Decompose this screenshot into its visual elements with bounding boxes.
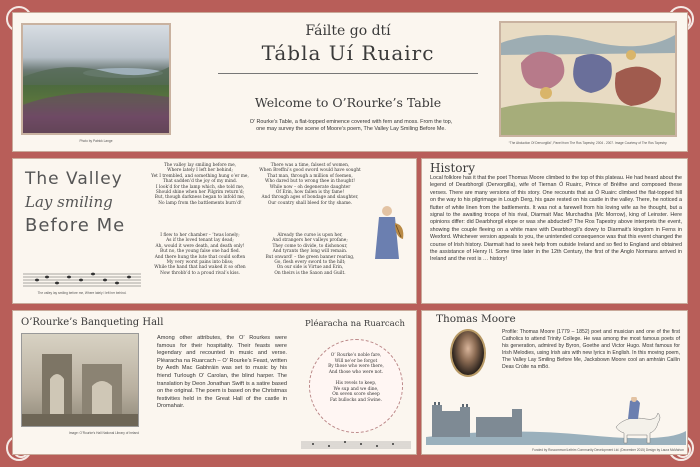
harper-figure (369, 203, 409, 263)
title-divider (218, 73, 478, 74)
music-caption: The valley lay smiling before me, Where lately I left her behind. (37, 291, 127, 295)
poem-column-2-stanza-1: There was a time, falsest of women, When Breffni’s good sword would have sought That man, through a million of foemen, Who dared but to wrong thee in thought! While now – oh degenerate daughter Of Erin, how fallen is thy fame! And through ages of bondage and slaughter, Our country shall bleed for thy shame. (259, 163, 361, 206)
landscape-drawing (23, 25, 169, 133)
header-panel (12, 12, 688, 152)
tapestry-image (499, 21, 677, 137)
poem-column-2-stanza-2: Already the curse is upon her, And strangers her valleys profane; They come to divide, to dishonour, And tyrants they long will remain. But onward! – the green banner rearing, Go, flesh every sword to the hilt; On our side is Virtue and Erin, On theirs is the Saxon and Guilt. (265, 233, 355, 276)
banqueting-panel (12, 310, 417, 455)
poem-column-1-stanza-2: I flew to her chamber – ’twas lonely; As if the loved tenant lay dead; Ah, would it were death, and death only! But no, the young false one had fled. And there hung the lute that could soften My very worst pains into bliss; While the hand that had waked it so often Now throbb’d to a proud rival’s kiss. (154, 233, 246, 276)
landscape-photo-caption: Photo by Patrick Lange (79, 139, 113, 143)
castle-and-rider-illustration (426, 397, 686, 445)
funded-by-credit: Funded by Roscommon/Leitrim Community Development Ltd. (December 2015) Design by Laura McMahon (532, 448, 684, 452)
welcome-subtitle: Welcome to O’Rourke’s Table (254, 95, 442, 110)
plearacha-heading: Pléaracha na Ruarcach (305, 319, 405, 329)
moore-body: Profile: Thomas Moore (1779 – 1852) poet and musician and one of the first Catholics to attend Trinity College. He was among the most famous poets of his generation, admired by Byron, Goethe and Victor Hugo. Most famous for Irish Melodies, using Irish airs with new lyrics in English. In this moving poem, The Valley Lay Smiling Before Me, Jacksbown Moore cool an amhráin Cailín Deas Crúite na mBó. (502, 329, 680, 370)
ruin-drawing (22, 334, 138, 426)
poem-column-1-stanza-1: The valley lay smiling before me, Where lately I left her behind; Yet I trembled, and something hung o’er me, That sadden’d the joy of my mind. I look’d for the lamp which, she told me, Should shine when her Pilgrim return’d; But, though darkness began to infold me, No lamp from the battlements burn’d! (151, 163, 249, 206)
history-heading: History (430, 161, 476, 175)
intro-text: O’ Rourke’s Table, a flat-topped eminence covered with fern and moss. From the top, one may survey the scene of Moore’s poem, The Valley Lay Smiling Before Me. (249, 119, 453, 132)
history-panel (421, 158, 688, 304)
music-staff-small (301, 441, 411, 449)
landscape-photo (21, 23, 171, 135)
irish-title-line1: Fáilte go dtí (305, 23, 391, 39)
music-staff (23, 271, 141, 287)
plearacha-verse: O’ Rourke’s noble fare, Will ne’er be forgot By those who were there, And those who were not. His revels to keep, We sup and we dine, On seven score sheep Fat bullocks and Swine. (328, 353, 384, 403)
poem-title-line2: Lay smiling (25, 193, 113, 211)
moore-portrait (450, 329, 486, 377)
tapestry-drawing (501, 23, 675, 135)
tapestry-caption: “The Abduction Of Dervorgilla”, Panel from The Ros Tapestry, 2004 - 2007. Image Courtesy of The Ros Tapestry. (508, 141, 668, 145)
banqueting-image-caption: Image: O’Rourke’s Hall National Library of Ireland (68, 431, 139, 435)
poem-title-line1: The Valley (25, 169, 123, 189)
moore-heading: Thomas Moore (436, 313, 516, 325)
moore-panel (421, 310, 688, 455)
banqueting-heading: O’Rourke’s Banqueting Hall (21, 317, 164, 328)
poem-panel (12, 158, 417, 304)
irish-title-line2: Tábla Uí Ruairc (261, 41, 435, 65)
poem-title-line3: Before Me (25, 215, 126, 236)
banqueting-body: Among other attributes, the O’ Rourkes were famous for their hospitality. Their feasts were legendary and recounted in music and verse. Pléaracha na Ruarcach – O’ Rourke’s Feast, written by Aedh Mac Gabhráin was set to music by his friend Turlough O’ Carolan, the blind harper. The translation by Deon Jonathan Swift is a satire based on the original. The poem is based on the Christmas festivities held in the Great Hall of the castle in Dromahair. (157, 335, 287, 410)
history-body: Local folklore has it that the poet Thomas Moore climbed to the top of this plateau. He had heard about the legend of Dearbhorgil (Dervorgilla), wife of Tiernan Ó Ruairc, Prince of Bréifne and composed these verses. There are many versions of this story. One recounts that as Ó Ruairc climbed the flat-topped hill on the way to his pilgrimage in Lough Derg, his gaze rested on his castle in the valley. There, he noticed a flutter of white linen from the battlements. It was not a farewell from his loving wife as he thought, but a signal to the awaiting troops of his rival, Diarmait Mac Murchadha (Mc Morrow), king of Leinster. Here opinions differ: did Dearbhorgil elope or was she abducted? The Ros Tapestry above interprets the event, showing the couple fleeing on a white mare with Dearbhorgil’s dowry to Diarmait’s kingdom in Ferns in Wexford. Whichever version appeals to you, the unintended consequence was that this event changed the course of Irish history. Diarmait had to seek help from outside Ireland and so fled to England and obtained the assistance of Henry II. Some time later in the 12th Century, the first of the Anglo Normans arrived in Ireland and the rest is … history! (430, 175, 682, 263)
poem-title (25, 169, 143, 265)
banqueting-hall-image (21, 333, 139, 427)
